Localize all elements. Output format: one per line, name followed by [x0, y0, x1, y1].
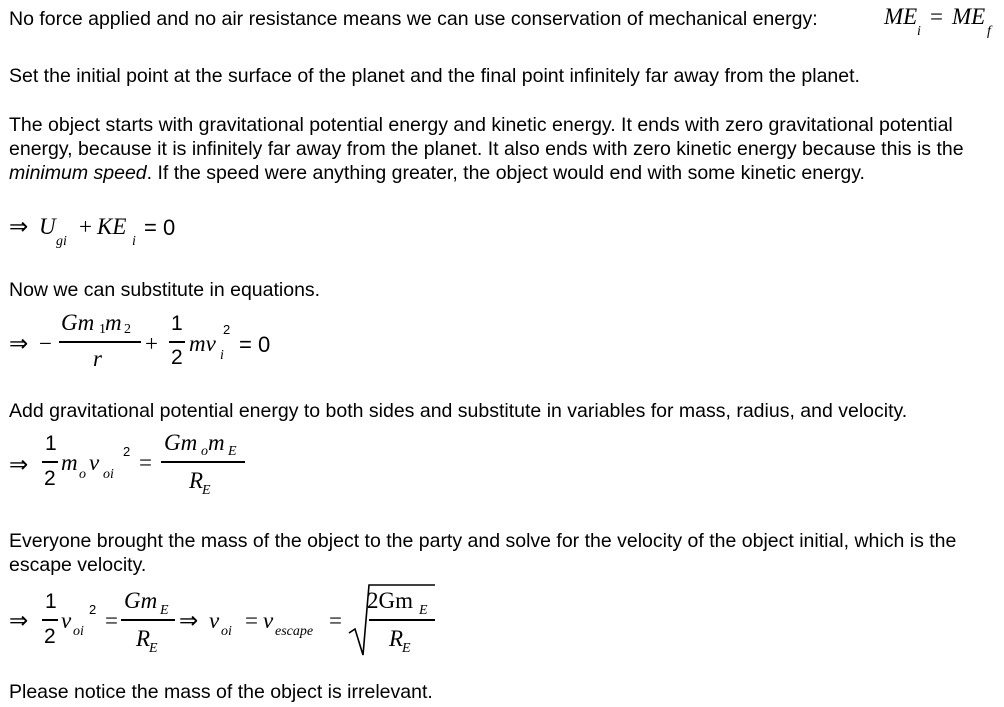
radius-denominator: r: [93, 346, 102, 371]
conservation-equation: [884, 4, 999, 40]
earth-mass-symbol: m: [208, 430, 225, 455]
velocity-symbol-2: v: [209, 608, 220, 633]
equals-sign-3: =: [329, 608, 342, 633]
root-fraction-bar: [369, 619, 435, 621]
half-numerator: 1: [45, 432, 57, 455]
earth-radius: R: [136, 626, 151, 651]
grav-numerator: Gm: [124, 588, 158, 613]
velocity-squared: 2: [223, 322, 231, 337]
minus-sign: −: [39, 331, 52, 356]
equals-sign: =: [105, 608, 118, 633]
me-initial: ME: [884, 4, 918, 29]
potential-energy-symbol: U: [39, 214, 56, 239]
object-mass-sub: o: [79, 467, 86, 482]
root-numerator: 2Gm: [367, 588, 413, 613]
earth-radius-sub: E: [202, 483, 211, 498]
mass1-sub: 1: [99, 322, 106, 337]
mass2-symbol: m: [105, 310, 122, 335]
add-potential-text: Add gravitational potential energy to both sides and substitute in variables for mass, radius, and velocity.: [9, 400, 908, 422]
plus-sign: +: [145, 331, 158, 356]
half-fraction-bar: [42, 461, 58, 463]
velocity-sub: oi: [73, 624, 84, 639]
half-numerator: 1: [171, 312, 183, 335]
substituted-equation: [9, 310, 279, 374]
root-denominator-sub: E: [402, 641, 411, 656]
substitute-text: Now we can substitute in equations.: [9, 279, 321, 301]
equals-zero: = 0: [239, 332, 271, 357]
grav-numerator: Gm: [164, 430, 198, 455]
equals-zero: = 0: [144, 215, 176, 240]
earth-radius: R: [189, 468, 204, 493]
half-fraction-bar: [42, 619, 58, 621]
energy-balance-equation: [9, 430, 249, 502]
velocity-symbol: v: [89, 450, 100, 475]
implies-arrow: ⇒: [9, 608, 29, 633]
energy-equation: [9, 214, 209, 254]
explanation-part1: The object starts with gravitational potential energy and kinetic energy. It ends with zero gravitational potential energy, because it is infinitely far away from the planet. It also ends with zero kinetic energy because this is the: [9, 114, 964, 160]
root-numerator-sub: E: [419, 603, 428, 618]
implies-arrow: ⇒: [9, 452, 29, 477]
explanation-part2: . If the speed were anything greater, the object would end with some kinetic energy.: [146, 162, 865, 184]
kinetic-energy-sub: i: [132, 234, 136, 249]
minimum-speed-emphasis: minimum speed: [9, 162, 147, 184]
conclusion-text: Please notice the mass of the object is irrelevant.: [9, 681, 433, 703]
half-fraction-bar: [169, 341, 185, 343]
fraction-bar: [161, 461, 245, 463]
velocity-sub-2: oi: [221, 624, 232, 639]
fraction-bar: [59, 341, 141, 343]
velocity-sub: i: [220, 348, 224, 363]
kinetic-energy-symbol: KE: [97, 214, 127, 239]
potential-energy-sub: gi: [56, 234, 67, 249]
velocity-sub: oi: [103, 467, 114, 482]
me-initial-sub: i: [917, 24, 921, 39]
implies-arrow: ⇒: [9, 214, 29, 239]
equals-sign: =: [139, 450, 152, 475]
earth-radius-sub: E: [149, 641, 158, 656]
escape-velocity-sub: escape: [275, 624, 314, 639]
escape-velocity-equation: [9, 586, 449, 662]
plus-sign: +: [79, 214, 92, 239]
implies-arrow-2: ⇒: [179, 608, 199, 633]
setup-line: [9, 64, 999, 88]
equals-sign-2: =: [245, 608, 258, 633]
earth-mass-sub: E: [160, 603, 169, 618]
root-denominator: R: [389, 626, 404, 651]
grav-numerator: Gm: [61, 310, 95, 335]
substitute-line: [9, 278, 320, 302]
mass-velocity: mv: [189, 331, 216, 356]
conclusion-line: [9, 680, 433, 704]
intro-line: [9, 7, 818, 31]
half-denominator: 2: [171, 346, 183, 369]
half-denominator: 2: [44, 467, 56, 490]
intro-text: No force applied and no air resistance means we can use conservation of mechanical energy:: [9, 8, 818, 30]
energy-explanation: [9, 113, 984, 185]
escape-velocity-symbol: v: [263, 608, 274, 633]
solve-velocity-line: [9, 529, 994, 577]
velocity-squared: 2: [123, 444, 131, 459]
half-numerator: 1: [45, 590, 57, 613]
half-denominator: 2: [44, 625, 56, 648]
add-potential-line: [9, 399, 907, 423]
solve-velocity-text: Everyone brought the mass of the object to the party and solve for the velocity of the object initial, which is the escape velocity.: [9, 530, 957, 576]
earth-mass-sub: E: [228, 444, 237, 459]
me-final: ME: [952, 4, 986, 29]
object-mass-sub: o: [201, 444, 208, 459]
fraction-bar: [121, 619, 175, 621]
velocity-symbol: v: [61, 608, 72, 633]
equals-sign: =: [930, 4, 943, 29]
setup-text: Set the initial point at the surface of the planet and the final point infinitely far away from the planet.: [9, 65, 860, 87]
implies-arrow: ⇒: [9, 331, 29, 356]
me-final-sub: f: [987, 24, 991, 39]
velocity-squared: 2: [89, 602, 97, 617]
mass2-sub: 2: [124, 322, 131, 337]
object-mass: m: [61, 450, 78, 475]
